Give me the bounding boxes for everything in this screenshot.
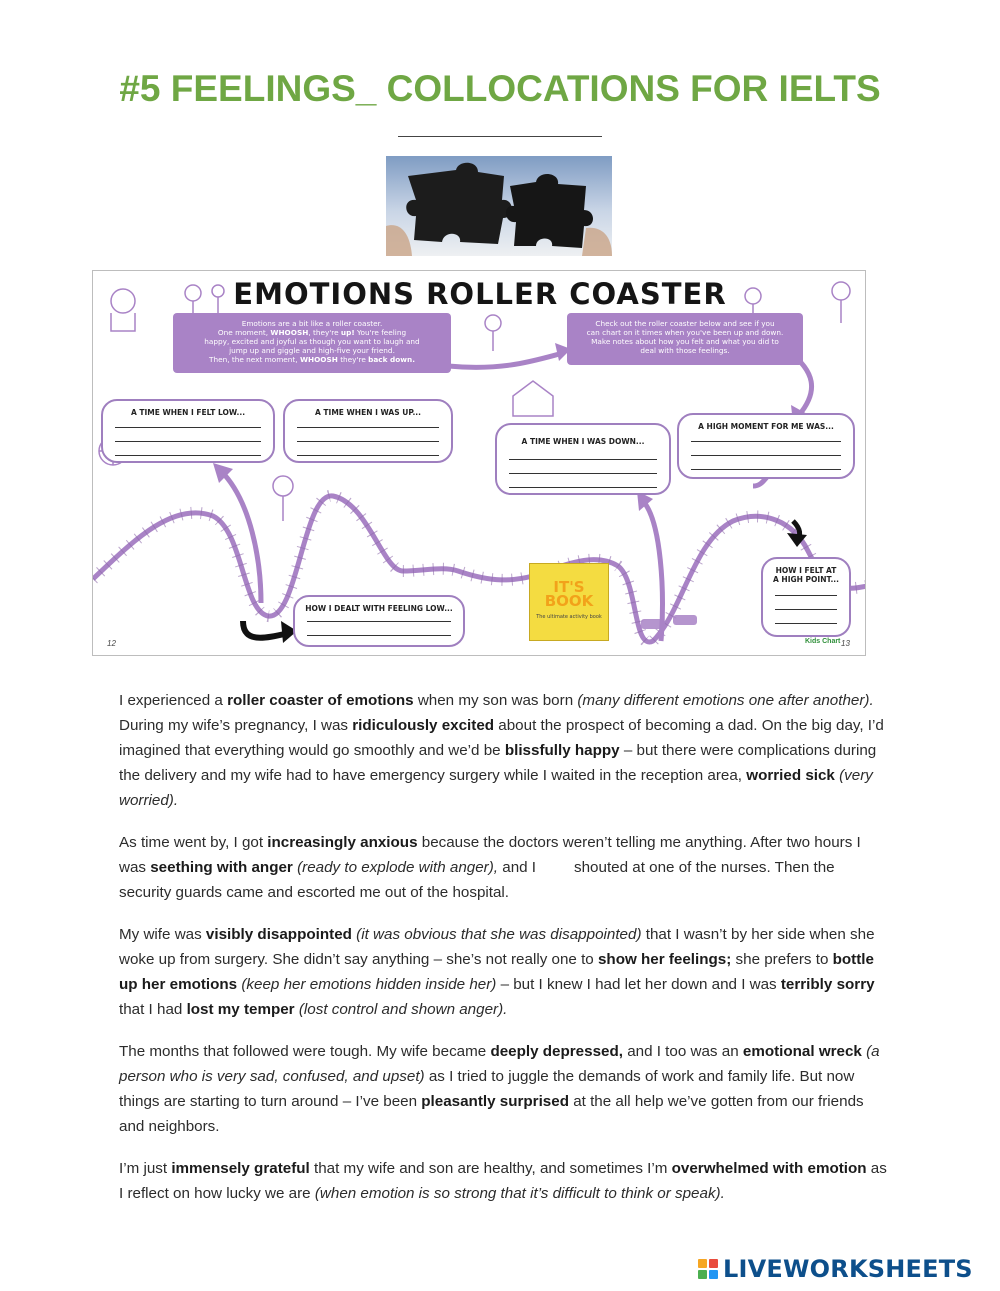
intro-line-2: One moment, WHOOSH, they're up! You're feeling bbox=[217, 328, 407, 337]
paragraph-1: I experienced a roller coaster of emotions when my son was born (many different emotions one after another). During my wife’s pregnancy, I was ridiculously excited about the prospect of becoming a dad. On the big day, I’d imagined that everything would go smoothly and we’d be blissfully happy – but there were complications during the delivery and my wife had to have emergency surgery while I waited in the reception area, worried sick (very worried). bbox=[119, 692, 884, 809]
instructions-line-1: Check out the roller coaster below and see if you bbox=[595, 319, 775, 328]
intro-banner bbox=[173, 313, 451, 373]
liveworksheets-wordmark: LIVEWORKSHEETS bbox=[723, 1255, 973, 1283]
instructions-line-2: can chart on it times when you've been up and down. bbox=[586, 328, 784, 337]
logo-square-3 bbox=[698, 1270, 707, 1279]
card-felt-low: A TIME WHEN I FELT LOW... bbox=[101, 399, 275, 463]
liveworksheets-mark-icon bbox=[698, 1259, 718, 1279]
emotions-roller-coaster-worksheet bbox=[92, 270, 866, 656]
kids-chart-logo: Kids Chart bbox=[805, 638, 841, 645]
intro-line-3: happy, excited and joyful as though you want to laugh and bbox=[204, 337, 420, 346]
puzzle-pieces-image bbox=[386, 156, 612, 256]
card-high-moment: A HIGH MOMENT FOR ME WAS... bbox=[677, 413, 855, 479]
book-cover-image: IT'S BOOK The ultimate activity book bbox=[529, 563, 609, 641]
page-number-right: 13 bbox=[841, 639, 850, 648]
story-text bbox=[119, 688, 889, 1223]
card-was-down: A TIME WHEN I WAS DOWN... bbox=[495, 423, 671, 495]
paragraph-4: The months that followed were tough. My wife became deeply depressed, and I too was an emotional wreck (a person who is very sad, confused, and upset) as I tried to juggle the demands of work and family life. But now things are starting to turn around – I’ve been pleasantly surprised at the all help we’ve gotten from our friends and neighbors. bbox=[119, 1043, 880, 1135]
instructions-line-4: deal with those feelings. bbox=[640, 346, 730, 355]
paragraph-5: I’m just immensely grateful that my wife and son are healthy, and sometimes I’m overwhelmed with emotion as I reflect on how lucky we are (when emotion is so strong that it’s difficult to think or speak). bbox=[119, 1160, 887, 1202]
card-was-up: A TIME WHEN I WAS UP... bbox=[283, 399, 453, 463]
title-underline bbox=[398, 136, 602, 137]
intro-line-5: Then, the next moment, WHOOSH they're back down. bbox=[209, 355, 415, 364]
instructions-line-3: Make notes about how you felt and what you did to bbox=[591, 337, 779, 346]
paragraph-2: As time went by, I got increasingly anxious because the doctors weren’t telling me anything. After two hours I was seething with anger (ready to explode with anger), and I shouted at one of the nurses. Then the security guards came and escorted me out of the hospital. bbox=[119, 834, 861, 901]
poster-title: EMOTIONS ROLLER COASTER bbox=[233, 277, 727, 311]
instructions-banner bbox=[567, 313, 803, 365]
card-high-point: HOW I FELT AT A HIGH POINT... bbox=[761, 557, 851, 637]
logo-square-1 bbox=[698, 1259, 707, 1268]
liveworksheets-logo[interactable] bbox=[698, 1254, 973, 1284]
page-number-left: 12 bbox=[107, 639, 116, 648]
logo-square-2 bbox=[709, 1259, 718, 1268]
intro-line-1: Emotions are a bit like a roller coaster. bbox=[241, 319, 383, 328]
logo-square-4 bbox=[709, 1270, 718, 1279]
page-title: #5 FEELINGS_ COLLOCATIONS FOR IELTS bbox=[119, 68, 881, 109]
intro-line-4: jump up and giggle and high-five your friend. bbox=[229, 346, 395, 355]
card-dealt-with-low: HOW I DEALT WITH FEELING LOW... bbox=[293, 595, 465, 647]
paragraph-3: My wife was visibly disappointed (it was obvious that she was disappointed) that I wasn’t by her side when she woke up from surgery. She didn’t say anything – she’s not really one to show her feelings; she prefers to bottle up her emotions (keep her emotions hidden inside her) – but I knew I had let her down and I was terribly sorry that I had lost my temper (lost control and shown anger). bbox=[119, 926, 875, 1018]
